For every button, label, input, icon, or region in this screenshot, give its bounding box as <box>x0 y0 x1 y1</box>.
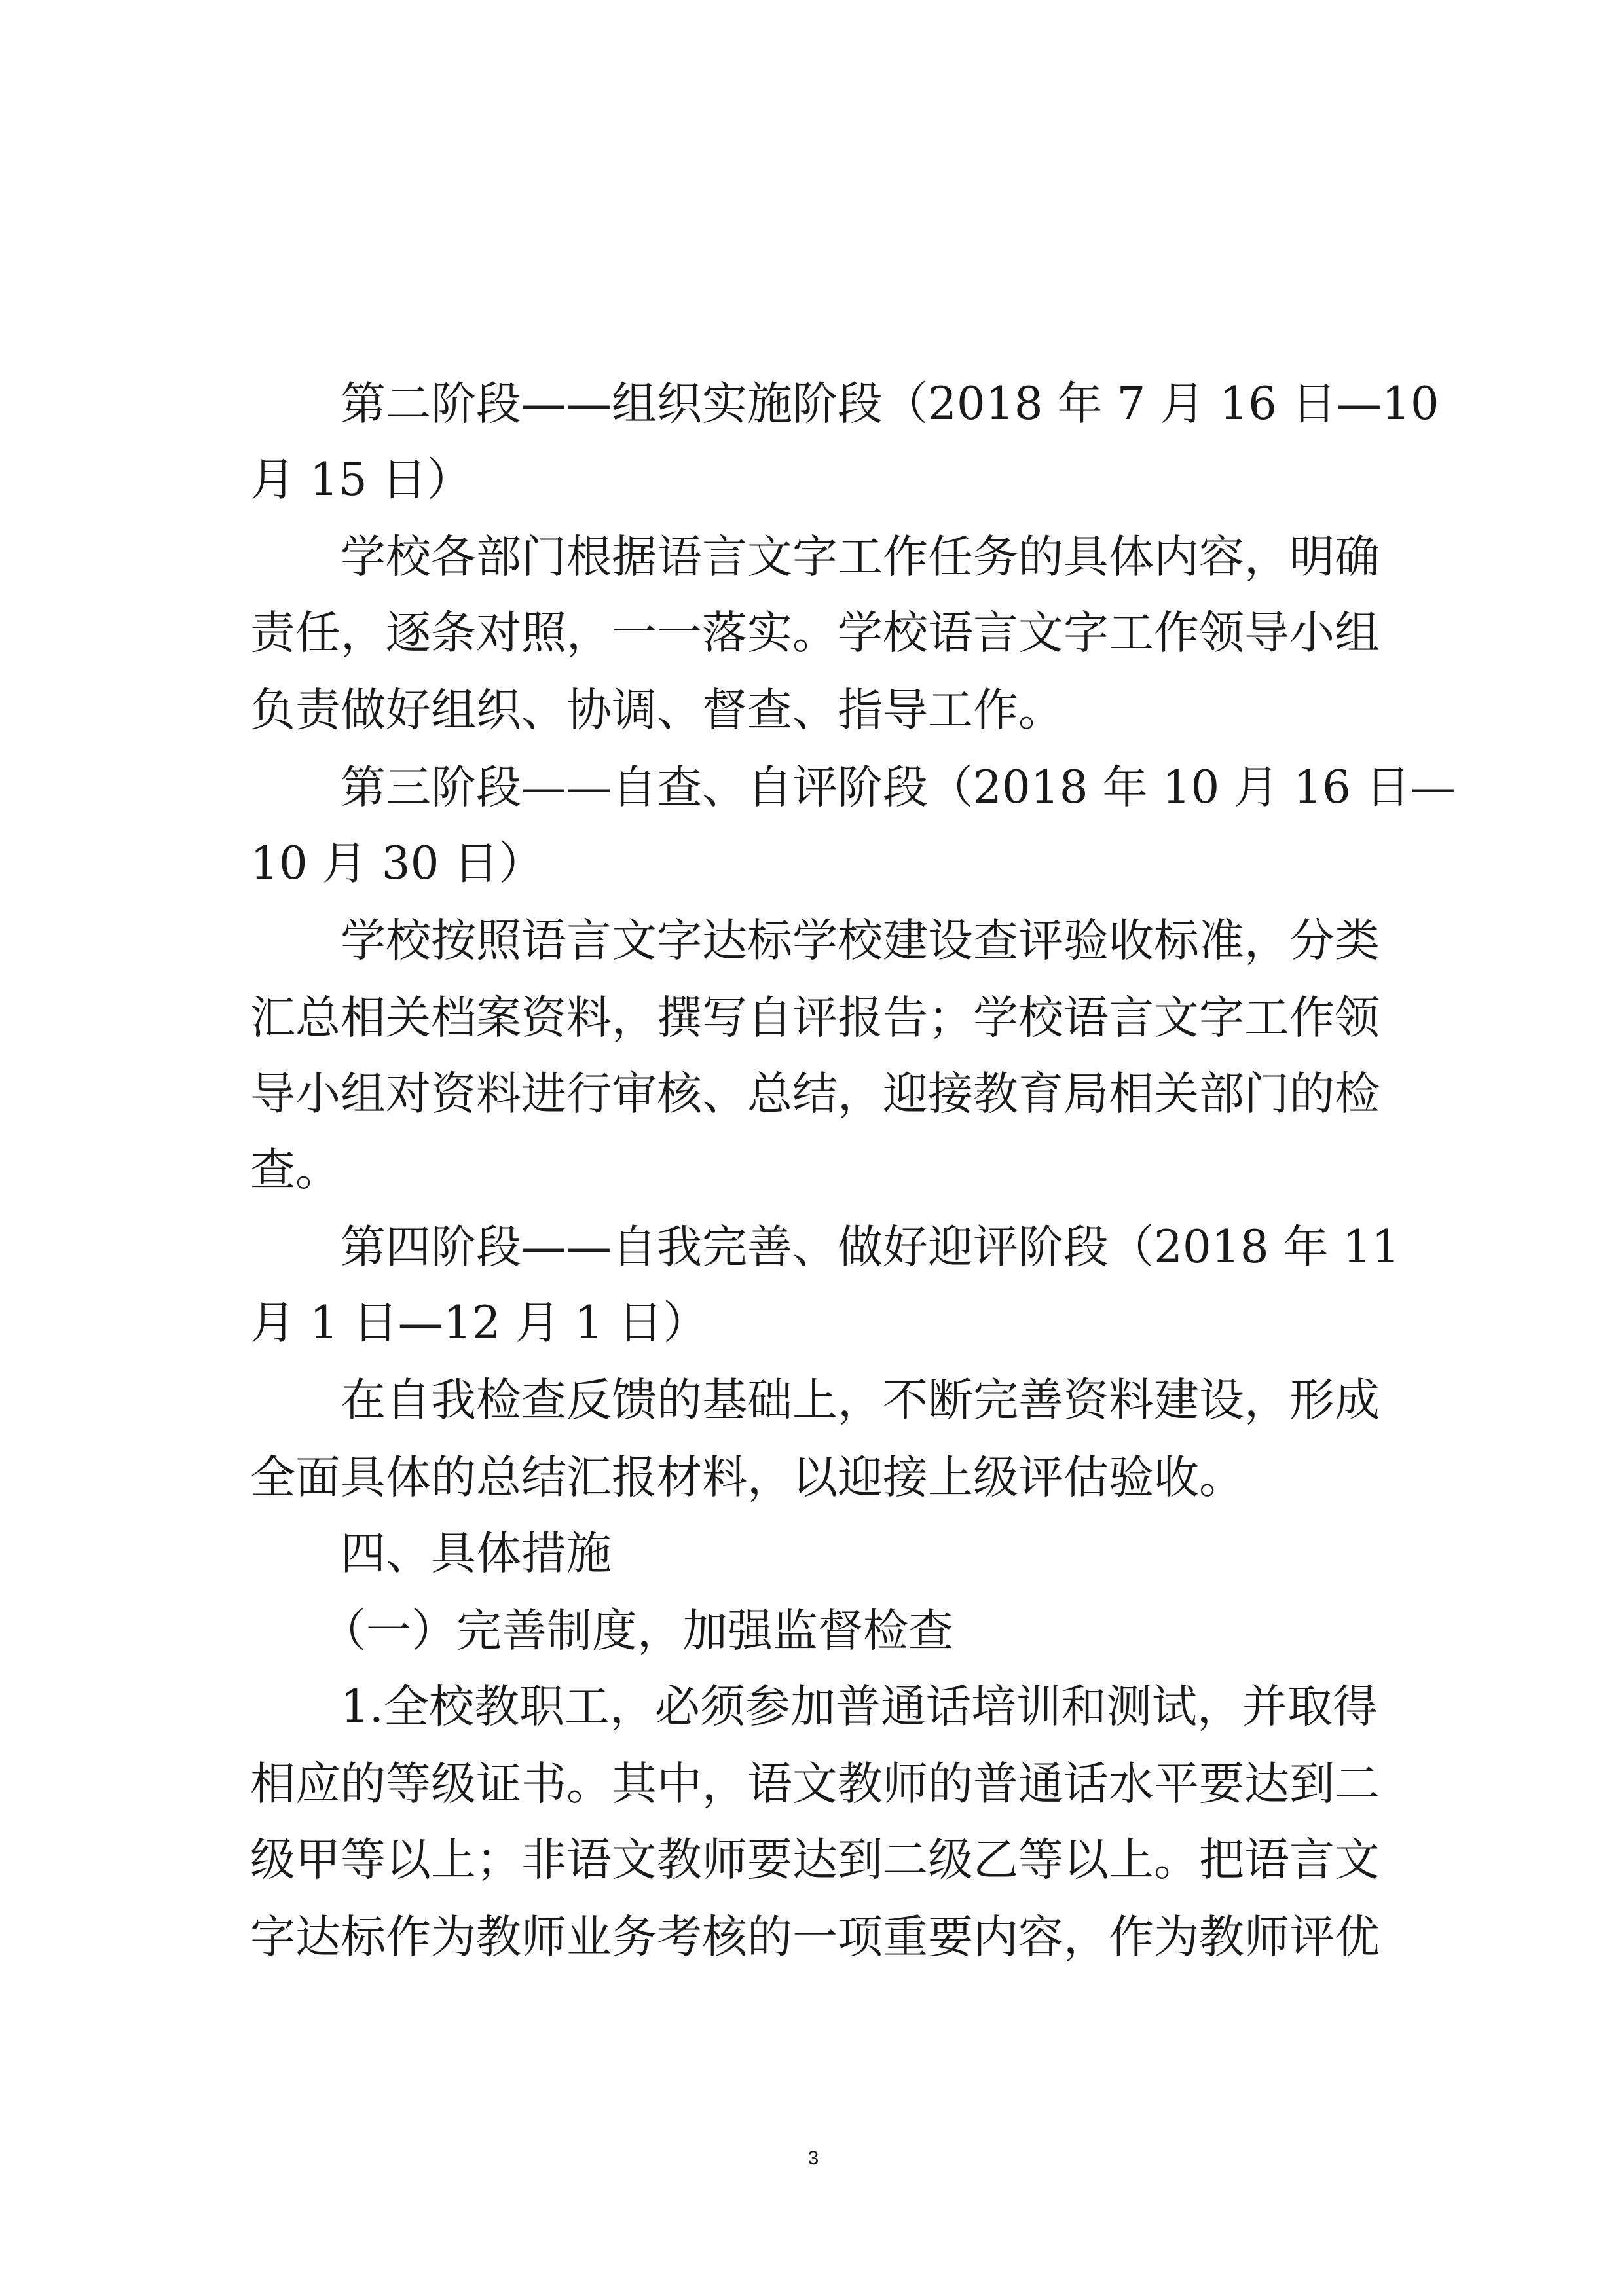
text-line: 负责做好组织、协调、督查、指导工作。 <box>250 684 1063 737</box>
text-line-stage3-dates: 10 月 30 日） <box>250 837 544 890</box>
text-line-stage4-dates: 月 1 日—12 月 1 日） <box>250 1297 709 1349</box>
text-line: 级甲等以上；非语文教师要达到二级乙等以上。把语言文 <box>250 1834 1380 1886</box>
text-line: 1.全校教职工，必须参加普通话培训和测试，并取得 <box>341 1681 1378 1733</box>
text-line: 导小组对资料进行审核、总结，迎接教育局相关部门的检 <box>250 1068 1380 1120</box>
text-line: 在自我检查反馈的基础上，不断完善资料建设，形成 <box>341 1374 1380 1427</box>
page-number: 3 <box>807 2147 819 2169</box>
text-line: 学校按照语言文字达标学校建设查评验收标准，分类 <box>341 915 1380 967</box>
text-line-stage2-title: 第二阶段——组织实施阶段（2018 年 7 月 16 日—10 <box>341 378 1439 430</box>
text-line: 责任，逐条对照，一一落实。学校语言文字工作领导小组 <box>250 607 1380 659</box>
text-line: 相应的等级证书。其中，语文教师的普通话水平要达到二 <box>250 1758 1380 1810</box>
text-line-stage4-title: 第四阶段——自我完善、做好迎评阶段（2018 年 11 <box>341 1221 1401 1273</box>
section-heading: 四、具体措施 <box>341 1527 612 1580</box>
text-line: 汇总相关档案资料，撰写自评报告；学校语言文字工作领 <box>250 992 1380 1044</box>
text-line-stage2-dates: 月 15 日） <box>250 454 472 506</box>
text-line-stage3-title: 第三阶段——自查、自评阶段（2018 年 10 月 16 日— <box>341 761 1456 814</box>
text-line: 查。 <box>250 1144 341 1196</box>
text-line: 学校各部门根据语言文字工作任务的具体内容，明确 <box>341 531 1380 583</box>
text-line: 全面具体的总结汇报材料，以迎接上级评估验收。 <box>250 1451 1244 1504</box>
text-line: 字达标作为教师业务考核的一项重要内容，作为教师评优 <box>250 1911 1380 1963</box>
subsection-heading: （一）完善制度，加强监督检查 <box>321 1605 953 1657</box>
